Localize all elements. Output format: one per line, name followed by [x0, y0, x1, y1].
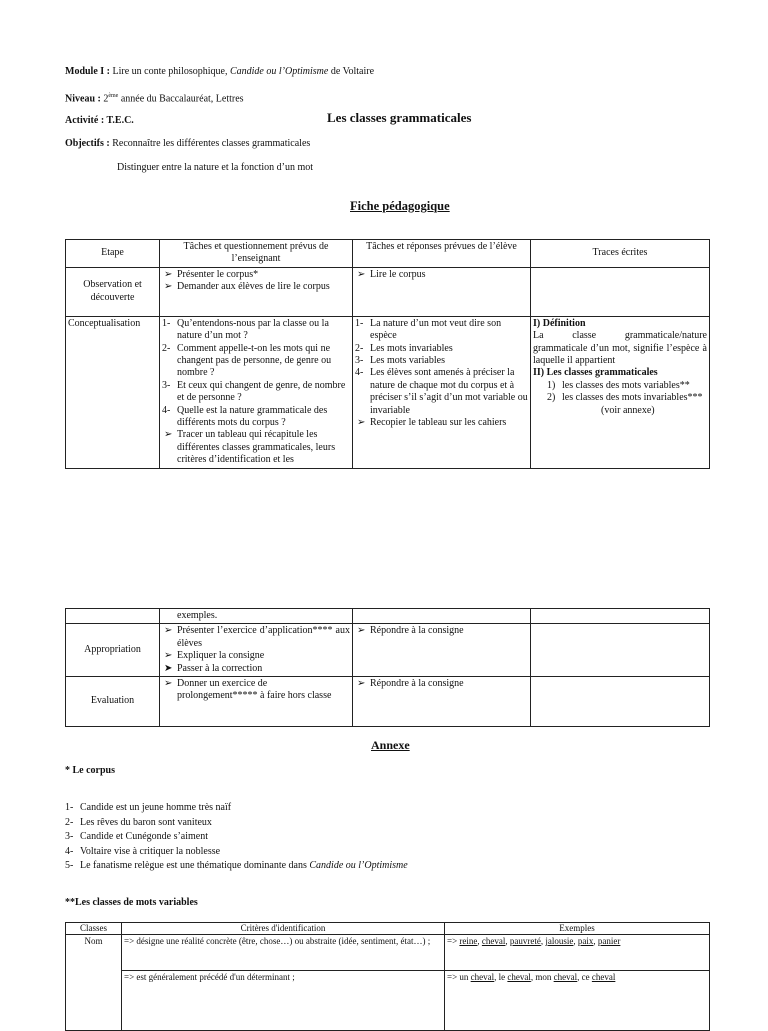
module-book-title: Candide ou l’Optimisme: [229, 66, 329, 77]
arrow-icon: ➢: [164, 429, 173, 441]
fiche-header-row: [66, 240, 710, 268]
evaluation-enseignant: [160, 677, 353, 727]
module-label: Module I :: [65, 66, 110, 77]
continuation-eleve: [353, 609, 531, 624]
list-item: ➢ Présenter l’exercice d’application**** aux élèves: [164, 625, 350, 649]
list-item: 1- Candide est un jeune homme très naïf: [65, 802, 232, 813]
arrow-icon: ➢: [164, 678, 173, 690]
row-evaluation: [66, 677, 710, 727]
list-item: 2- Les rêves du baron sont vaniteux: [65, 816, 212, 828]
objectif-1: Reconnaître les différentes classes grammaticales: [112, 138, 311, 149]
fiche-title: Fiche pédagogique: [350, 199, 450, 213]
header-exemples: Exemples: [445, 923, 710, 935]
class-nom: Nom: [66, 935, 122, 1031]
classes-table: [65, 922, 710, 1031]
example-separator: , ce: [577, 972, 592, 982]
example-word: cheval: [553, 972, 578, 982]
arrow-icon: ➢: [357, 678, 366, 690]
header-enseignant: Tâches et questionnement prévus de l’enseignant: [160, 240, 353, 268]
variables-label: **Les classes de mots variables: [65, 897, 198, 908]
exemple-1: => reine, cheval, pauvreté, jalousie, paix, panier: [445, 935, 710, 971]
observation-eleve: [353, 267, 531, 316]
arrow-icon: ➤: [164, 662, 173, 674]
list-item: 4- Voltaire vise à critiquer la noblesse: [65, 845, 221, 857]
etape-appropriation: Appropriation: [66, 624, 160, 677]
activite-title: Les classes grammaticales: [327, 110, 472, 125]
objectifs-label: Objectifs :: [65, 138, 110, 149]
conceptualisation-enseignant: [160, 316, 353, 468]
critere-2: => est généralement précédé d'un déterminant ;: [122, 971, 445, 1031]
list-item: 5- Le fanatisme relègue est une thématique dominante dans Candide ou l’Optimisme: [65, 860, 408, 871]
arrow-icon: ➢: [164, 650, 173, 662]
list-item: 1- Qu’entendons-nous par la classe ou la nature d’un mot ?: [162, 317, 329, 342]
example-word: cheval: [481, 936, 506, 946]
list-item: 2) les classes des mots invariables***: [547, 392, 703, 404]
row-conceptualisation: [66, 316, 710, 468]
list-item: 1) les classes des mots variables**: [547, 379, 690, 391]
list-item: 2- Les mots invariables: [355, 342, 453, 354]
row-observation: [66, 267, 710, 316]
fiche-table-continued: [65, 608, 710, 727]
example-word: cheval: [507, 972, 531, 982]
example-separator: , mon: [530, 972, 554, 982]
niveau-label: Niveau :: [65, 93, 101, 105]
corpus-label: * Le corpus: [65, 765, 115, 776]
list-item: 3- Et ceux qui changent de genre, de nombre et de personne ?: [162, 379, 346, 404]
header-eleve: Tâches et réponses prévues de l’élève: [353, 240, 531, 268]
activite-line: [65, 115, 134, 127]
observation-enseignant: [160, 267, 353, 316]
arrow-icon: ➢: [164, 625, 173, 637]
objectifs-line: [65, 138, 310, 150]
arrow-icon: ➢: [357, 268, 366, 280]
list-item: ➢ Donner un exercice de prolongement***** à faire hors classe: [164, 678, 332, 702]
example-word: reine: [459, 936, 478, 946]
list-item: 3- Candide et Cunégonde s’aiment: [65, 831, 209, 842]
header-etape: Etape: [66, 240, 160, 268]
list-item: ➢ Tracer un tableau qui récapitule les différentes classes grammaticales, leurs critères d’identification et les: [164, 429, 336, 466]
header-criteres: Critères d'identification: [122, 923, 445, 935]
list-item: ➢ Recopier le tableau sur les cahiers: [357, 417, 507, 429]
list-item: 3- Les mots variables: [355, 355, 445, 367]
row-continuation: [66, 609, 710, 624]
activite-label: Activité : T.E.C.: [65, 115, 134, 126]
list-item: 2- Comment appelle-t-on les mots qui ne changent pas de personne, de genre ou nombre ?: [162, 342, 332, 379]
appropriation-traces: [531, 624, 710, 677]
arrow-icon: ➢: [357, 625, 366, 637]
fiche-table: [65, 239, 710, 469]
continuation-etape: [66, 609, 160, 624]
list-item: ➤ Passer à la correction: [164, 662, 263, 674]
niveau-line: [65, 90, 244, 106]
traces-definition-text: La classe grammaticale/nature grammaticale d’un mot, signifie l’espèce à laquelle il appartient: [533, 330, 707, 367]
header-traces: Traces écrites: [531, 240, 710, 268]
conceptualisation-eleve: [353, 316, 531, 468]
row-appropriation: [66, 624, 710, 677]
example-word: panier: [597, 936, 621, 946]
list-item: 4- Les élèves sont amenés à préciser la nature de chaque mot du corpus et à préciser s’il s’agit d’un mot variable ou invariable: [355, 367, 528, 416]
example-word: pauvreté: [509, 936, 541, 946]
exemple-2: => un cheval, le cheval, mon cheval, ce cheval: [445, 971, 710, 1031]
observation-traces: [531, 267, 710, 316]
appropriation-enseignant: [160, 624, 353, 677]
module-author: de Voltaire: [330, 66, 375, 77]
module-text: Lire un conte philosophique,: [112, 66, 228, 77]
evaluation-traces: [531, 677, 710, 727]
niveau-text: année du Baccalauréat, Lettres: [120, 93, 244, 105]
continuation-enseignant: exemples.: [160, 609, 353, 624]
niveau-num: 2: [103, 93, 109, 105]
example-separator: , le: [494, 972, 508, 982]
critere-1: => désigne une réalité concrète (être, chose…) ou abstraite (idée, sentiment, état…) ;: [122, 935, 445, 971]
list-item: ➢ Répondre à la consigne: [357, 625, 464, 637]
arrow-icon: ➢: [357, 417, 366, 429]
arrow-icon: ➢: [164, 281, 173, 293]
module-line: [65, 66, 374, 78]
evaluation-eleve: [353, 677, 531, 727]
objectif-2: Distinguer entre la nature et la fonction d’un mot: [117, 162, 314, 173]
etape-conceptualisation: Conceptualisation: [66, 316, 160, 468]
etape-observation: Observation et découverte: [66, 267, 160, 316]
list-item: ➢ Demander aux élèves de lire le corpus: [164, 281, 330, 293]
appropriation-eleve: [353, 624, 531, 677]
traces-classes-title: II) Les classes grammaticales: [533, 367, 658, 379]
niveau-sup: ème: [108, 93, 119, 99]
classes-header-row: [66, 923, 710, 935]
list-item: 4- Quelle est la nature grammaticale des différents mots du corpus ?: [162, 404, 328, 429]
list-item: 1- La nature d’un mot veut dire son espèce: [355, 317, 502, 342]
etape-evaluation: Evaluation: [66, 677, 160, 727]
annexe-title: Annexe: [371, 738, 410, 752]
list-item: ➢ Répondre à la consigne: [357, 678, 464, 690]
list-item: ➢ Présenter le corpus*: [164, 268, 259, 280]
list-item: ➢ Lire le corpus: [357, 268, 426, 280]
conceptualisation-traces: [531, 316, 710, 468]
header-classes: Classes: [66, 923, 122, 935]
continuation-traces: [531, 609, 710, 624]
example-word: paix: [577, 936, 594, 946]
traces-definition-title: I) Définition: [533, 317, 586, 329]
example-word: cheval: [591, 972, 616, 982]
example-word: jalousie: [545, 936, 574, 946]
table-row: [66, 935, 710, 971]
table-row: [66, 971, 710, 1031]
list-item: ➢ Expliquer la consigne: [164, 650, 265, 662]
example-word: cheval: [470, 972, 495, 982]
arrow-icon: ➢: [164, 268, 173, 280]
corpus-list: [65, 801, 705, 874]
traces-voir-annexe: (voir annexe): [601, 404, 655, 416]
